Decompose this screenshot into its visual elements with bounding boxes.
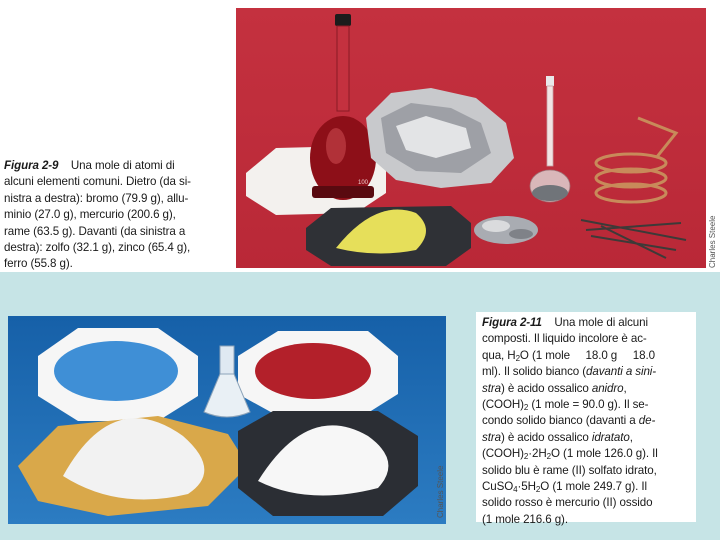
caption-line: O (1 mole 126.0 g). Il [551,447,658,461]
caption-line: O (1 mole 249.7 g). Il [540,480,647,494]
caption-line: condo solido bianco (davanti a [482,414,639,428]
caption-line: solido blu è rame (II) solfato idrato, [482,463,657,477]
italic-text: de- [638,414,656,428]
caption-line: rame (63.5 g). Davanti (da sinistra a [4,224,186,238]
caption-line: ml). Il solido bianco ( [482,365,587,379]
caption-line: composti. Il liquido incolore è ac- [482,332,647,346]
subscript: 2 [515,353,520,363]
caption-line: nistra a destra): bromo (79.9 g), allu- [4,191,189,205]
caption-line: ·5H [517,480,536,494]
mercury-flask [530,76,570,202]
figure-label: Figura 2-9 [4,159,59,172]
italic-text: idratato [591,430,630,444]
photo-credit: Charles Steele [708,215,717,268]
subscript: 4 [513,485,518,495]
caption-line: ferro (55.8 g). [4,257,73,271]
bromine-flask [310,14,376,200]
elements-illustration [236,8,706,268]
copper-sulfate-pile [54,341,178,401]
caption-line: minio (27.0 g), mercurio (200.6 g), [4,208,176,222]
caption-line: Una mole di atomi di [70,159,175,172]
caption-figure-2-9 [4,158,232,270]
iron-nails [581,220,686,258]
caption-line: destra): zolfo (32.1 g), zinco (65.4 g), [4,241,191,255]
photo-compounds [8,316,446,524]
subscript: 2 [535,485,541,495]
caption-line: O (1 mole 18.0 g 18.0 [519,348,655,362]
subscript: 2 [523,403,529,413]
caption-line: CuSO [482,480,514,494]
aluminium-foil [366,88,514,188]
caption-line: qua, H [482,348,516,362]
caption-line: Una mole di alcuni [554,316,648,329]
caption-line: (COOH) [482,398,524,412]
italic-text: anidro [591,381,624,395]
photo-elements [236,8,706,268]
compounds-illustration [8,316,446,524]
subscript: 2 [523,452,529,462]
caption-line: ·2H [528,447,547,461]
copper-coil [596,118,676,202]
flask-marking: 100 [358,180,369,186]
zinc-granules [474,216,538,244]
caption-line: alcuni elementi comuni. Dietro (da si- [4,175,191,189]
figure-label: Figura 2-11 [482,316,542,329]
caption-line: solido rosso è mercurio (II) ossido [482,496,653,510]
italic-text: davanti a sini- [586,365,657,379]
photo-credit: Charles Steele [436,465,445,518]
caption-line: ) è acido ossalico [500,381,592,395]
caption-line: (COOH) [482,447,524,461]
caption-line: (1 mole 216.6 g). [482,512,568,526]
mercury-oxide-pile [255,343,371,399]
caption-line: ) è acido ossalico [500,430,592,444]
caption-line: (1 mole = 90.0 g). Il se- [528,398,649,412]
italic-text: stra [482,430,501,444]
caption-text: Figura 2-11 Una mole di alcuni composti. Il liquido incolore è ac- qua, $H_2O$ (1 mole 18.0 g 18.0 ml). Il solido bianco (davanti a sini- stra) è acido ossalico anidro, $(COOH)_2$ (1 mole = 90.0 g). Il se- condo solido bianco (davanti a de- stra) è acido ossalico idratato, $(COOH)_2\cdot 2H_2O$ (1 mole 126.0 g). Il solido blu è rame (II) solfato idrato, $CuSO_4\cdot 5H_2O$ (1 mole 249.7 g). Il solido rosso è mercurio (II) ossido (1 mole 216.6 g). [482,316,658,526]
italic-text: stra [482,381,501,395]
subscript: 2 [546,452,552,462]
caption-text [4,158,232,273]
caption-figure-2-11 [476,312,696,526]
